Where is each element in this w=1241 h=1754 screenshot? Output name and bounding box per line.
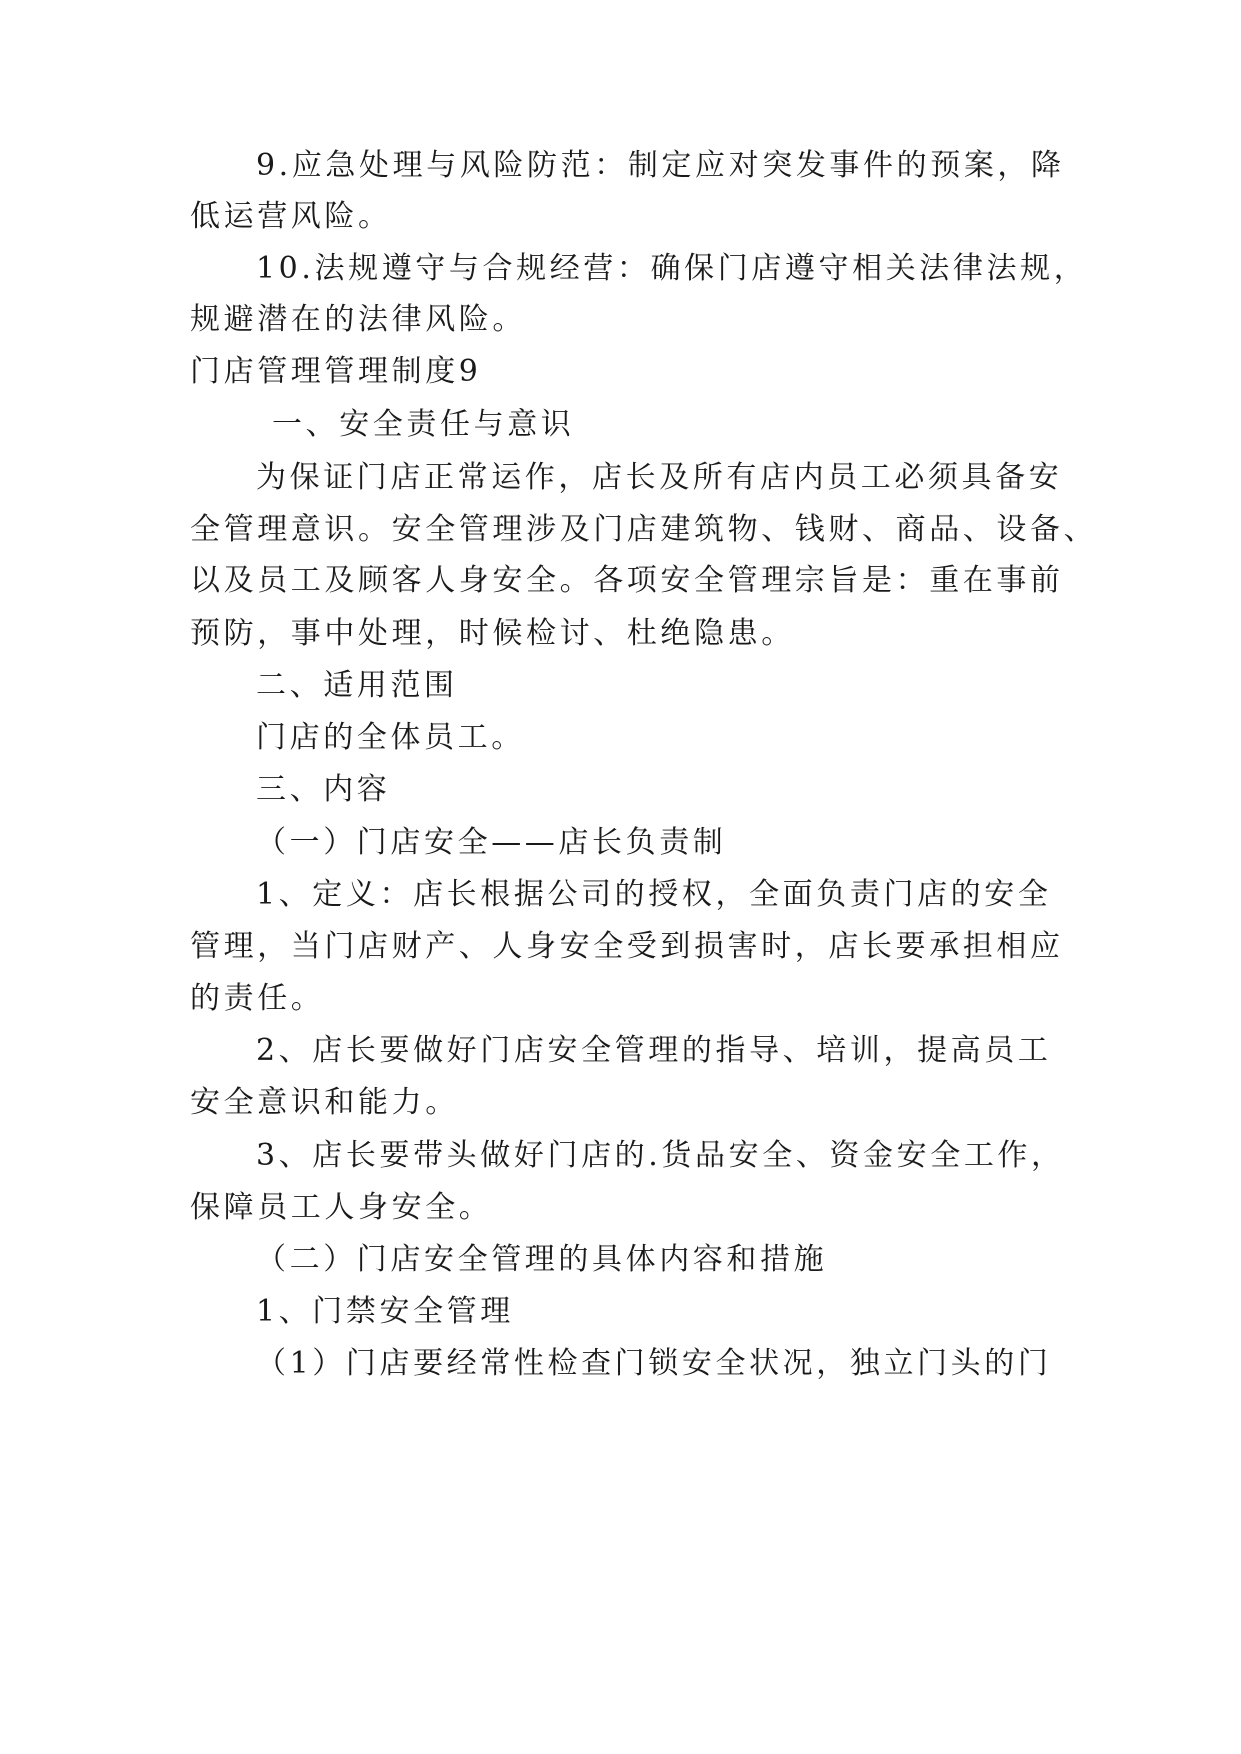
- item-access-control-1: （1）门店要经常性检查门锁安全状况，独立门头的门: [256, 1346, 1052, 1381]
- paragraph-1-line-3: 以及员工及顾客人身安全。各项安全管理宗旨是：重在事前: [190, 563, 1064, 598]
- subheading-one: （一）门店安全——店长负责制: [256, 825, 727, 860]
- paragraph-1-line-1: 为保证门店正常运作，店长及所有店内员工必须具备安: [256, 460, 1063, 495]
- point-2-line-2: 安全意识和能力。: [190, 1085, 459, 1120]
- heading-three: 三、内容: [256, 772, 391, 807]
- heading-one: 一、安全责任与意识: [272, 407, 575, 442]
- section-heading: 门店管理管理制度9: [190, 354, 482, 389]
- item-9-line-2: 低运营风险。: [190, 199, 392, 234]
- point-3-line-2: 保障员工人身安全。: [190, 1190, 493, 1225]
- point-1-line-3: 的责任。: [190, 981, 325, 1016]
- point-2-line-1: 2、店长要做好门店安全管理的指导、培训，提高员工: [256, 1033, 1052, 1068]
- paragraph-1-line-4: 预防，事中处理，时候检讨、杜绝隐患。: [190, 616, 795, 651]
- scope-text: 门店的全体员工。: [256, 720, 525, 755]
- point-1-line-1: 1、定义：店长根据公司的授权，全面负责门店的安全: [256, 877, 1052, 912]
- point-1-line-2: 管理，当门店财产、人身安全受到损害时，店长要承担相应: [190, 929, 1064, 964]
- subheading-two: （二）门店安全管理的具体内容和措施: [256, 1242, 828, 1277]
- item-9-line-1: 9.应急处理与风险防范：制定应对突发事件的预案，降: [256, 148, 1065, 183]
- paragraph-1-line-2: 全管理意识。安全管理涉及门店建筑物、钱财、商品、设备、: [190, 512, 1098, 547]
- heading-two: 二、适用范围: [256, 668, 458, 703]
- point-3-line-1: 3、店长要带头做好门店的.货品安全、资金安全工作，: [256, 1138, 1065, 1173]
- item-10-line-2: 规避潜在的法律风险。: [190, 302, 526, 337]
- item-10-line-1: 10.法规遵守与合规经营：确保门店遵守相关法律法规，: [256, 251, 1088, 286]
- item-access-control: 1、门禁安全管理: [256, 1294, 514, 1329]
